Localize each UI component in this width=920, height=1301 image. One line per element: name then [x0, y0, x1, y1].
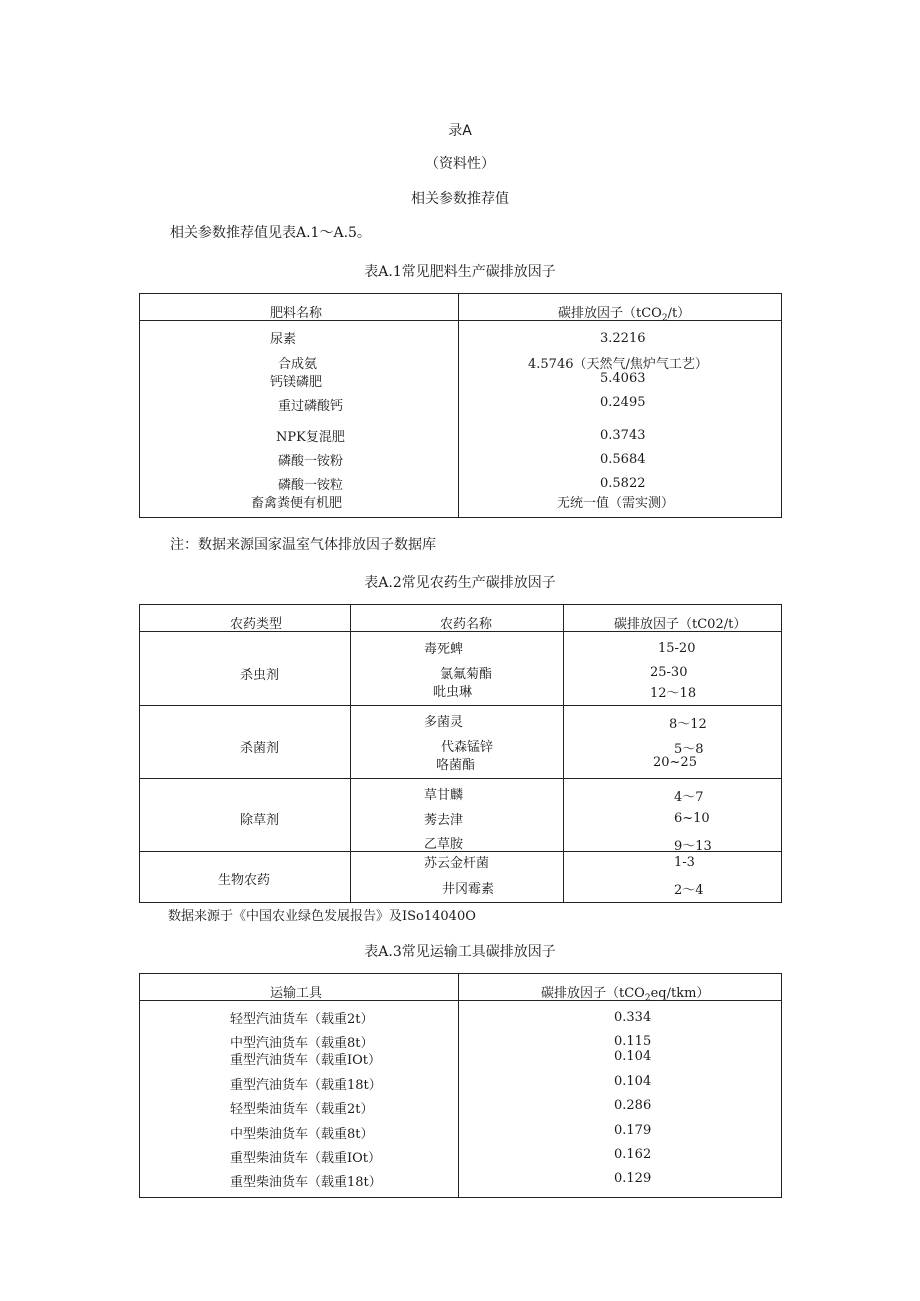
table-cell: 4〜7: [674, 790, 704, 805]
table-cell: 钙镁磷肥: [270, 375, 323, 390]
table-cell: 0.104: [614, 1049, 652, 1064]
table-cell: 5.4063: [600, 371, 646, 386]
table-cell: 磷酸一铵粒: [278, 478, 344, 493]
table-cell: 0.5684: [600, 452, 646, 467]
table1-header-factor: 碳排放因子（tCO$_2$/t）: [558, 306, 691, 324]
table-cell: 乙草胺: [424, 837, 464, 852]
table-cell: 4.5746（天然气/焦炉气工艺）: [528, 357, 708, 372]
table3-header-vehicle: 运输工具: [270, 986, 323, 1001]
table2-header-type: 农药类型: [230, 617, 283, 632]
table2-header-factor: 碳排放因子（tC02/t）: [614, 617, 747, 632]
table-cell: 重型汽油货车（载重IOt）: [230, 1053, 382, 1068]
table-cell: 除草剂: [240, 813, 280, 828]
table2-group-rule: [139, 778, 782, 779]
table-cell: 合成氨: [278, 357, 318, 372]
table-cell: 9〜13: [674, 839, 712, 854]
table3-caption: 表A.3常见运输工具碳排放因子: [364, 944, 556, 960]
table-cell: 0.5822: [600, 476, 646, 491]
appendix-title: 录A: [448, 123, 472, 139]
table-cell: 0.3743: [600, 428, 646, 443]
intro-text: 相关参数推荐值见表A.1〜A.5。: [170, 225, 371, 241]
table-cell: 轻型汽油货车（载重2t）: [230, 1012, 374, 1027]
table1-header-name: 肥料名称: [270, 306, 323, 321]
table-cell: 尿素: [270, 332, 297, 347]
table-cell: 0.334: [614, 1010, 652, 1025]
table-cell: 轻型柴油货车（载重2t）: [230, 1102, 374, 1117]
table-cell: 0.2495: [600, 395, 646, 410]
table2-caption: 表A.2常见农药生产碳排放因子: [364, 575, 556, 591]
appendix-subtitle: （资料性）: [425, 156, 495, 172]
table-cell: 15-20: [658, 641, 696, 656]
table-cell: 2〜4: [674, 883, 704, 898]
table-cell: 中型汽油货车（载重8t）: [230, 1036, 374, 1051]
table1-caption: 表A.1常见肥料生产碳排放因子: [364, 264, 556, 280]
table-cell: 重型汽油货车（载重18t）: [230, 1078, 382, 1093]
table2-column-rule: [350, 604, 351, 903]
table-cell: 氯氟菊酯: [440, 667, 493, 682]
table1-frame: [139, 293, 782, 518]
table2-header-name: 农药名称: [440, 617, 493, 632]
table-cell: 25-30: [650, 665, 688, 680]
table-cell: 重型柴油货车（载重IOt）: [230, 1151, 382, 1166]
table-cell: 12〜18: [650, 686, 697, 701]
table-cell: 5〜8: [674, 742, 704, 757]
table-cell: 0.179: [614, 1123, 652, 1138]
table-cell: 0.104: [614, 1074, 652, 1089]
table-cell: 苏云金杆菌: [424, 856, 490, 871]
table2-note: 数据来源于《中国农业绿色发展报告》及ISo14040O: [168, 909, 476, 924]
table2-group-rule: [139, 705, 782, 706]
table-cell: 磷酸一铵粉: [278, 454, 344, 469]
table-cell: 杀菌剂: [240, 741, 280, 756]
table-cell: 0.286: [614, 1098, 652, 1113]
table-cell: NPK复混肥: [276, 430, 345, 445]
table-cell: 畜禽粪便有机肥: [251, 496, 343, 511]
table-cell: 毒死蜱: [424, 642, 464, 657]
table-cell: 吡虫琳: [433, 685, 473, 700]
table-cell: 重过磷酸钙: [278, 399, 344, 414]
table-cell: 0.115: [614, 1034, 652, 1049]
table-cell: 20~25: [653, 755, 697, 770]
table-cell: 咯菌酯: [436, 758, 476, 773]
table2-column-rule: [563, 604, 564, 903]
table-cell: 0.129: [614, 1171, 652, 1186]
table-cell: 中型柴油货车（载重8t）: [230, 1127, 374, 1142]
table1-column-rule: [458, 293, 459, 518]
table-cell: 生物农药: [218, 873, 271, 888]
table3-header-factor: 碳排放因子（tCO$_2$eq/tkm）: [541, 986, 710, 1004]
table-cell: 杀虫剂: [240, 668, 280, 683]
table-cell: 多菌灵: [424, 715, 464, 730]
table-cell: 0.162: [614, 1147, 652, 1162]
table-cell: 重型柴油货车（载重18t）: [230, 1175, 382, 1190]
table-cell: 莠去津: [424, 813, 464, 828]
table-cell: 6~10: [674, 811, 710, 826]
table-cell: 1-3: [674, 855, 695, 870]
table-cell: 井冈霉素: [442, 882, 495, 897]
appendix-heading: 相关参数推荐值: [411, 191, 509, 207]
table-cell: 无统一值（需实测）: [557, 496, 675, 511]
table1-note: 注：数据来源国家温室气体排放因子数据库: [170, 537, 436, 553]
table-cell: 草甘麟: [424, 788, 464, 803]
table-cell: 代森锰锌: [441, 740, 494, 755]
table3-column-rule: [458, 973, 459, 1198]
table-cell: 3.2216: [600, 331, 646, 346]
table-cell: 8〜12: [669, 717, 707, 732]
